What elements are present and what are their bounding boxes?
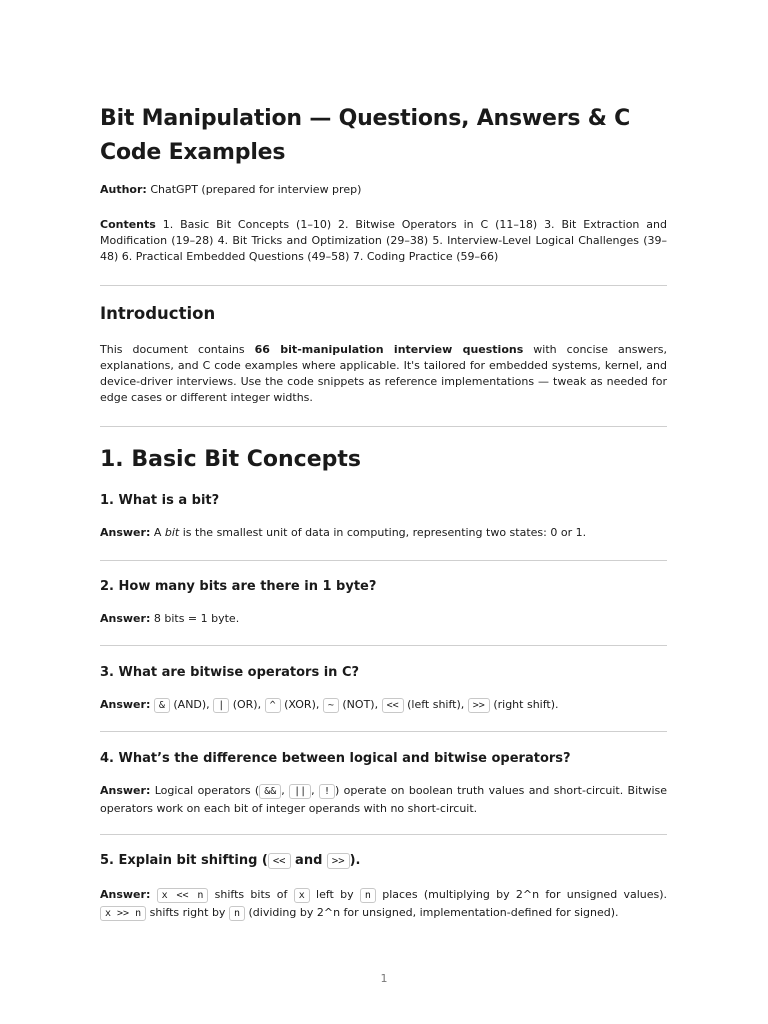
question-3-answer: Answer: & (AND), | (OR), ^ (XOR), ~ (NOT), << (left shift), >> (right shift). [100,698,559,711]
question-1-answer: Answer: A bit is the smallest unit of data in computing, representing two states: 0 or 1. [100,526,587,539]
code-logical-not-operator: ! [319,784,335,799]
code-left-shift-operator: << [382,698,404,713]
question-2-heading: 2. How many bits are there in 1 byte? [100,579,377,594]
question-3-heading: 3. What are bitwise operators in C? [100,665,360,680]
divider [100,560,667,561]
divider [100,731,667,732]
code-not-operator: ~ [323,698,339,713]
divider [100,834,667,835]
code-left-shift-operator: << [268,853,291,869]
code-logical-or-operator: || [289,784,311,799]
code-variable-n: n [360,888,376,903]
page-number: 1 [380,972,388,985]
introduction-heading: Introduction [100,304,216,323]
question-4-answer: Answer: Logical operators ( && , || , ! ) operate on boolean truth values and short-circuit. Bitwise operators work on each bit of integer operands with no short-circuit. [100,784,668,815]
code-xor-operator: ^ [265,698,281,713]
question-5-heading: 5. Explain bit shifting ( << and >> ). [100,853,361,868]
code-right-shift-expression: x >> n [100,906,146,921]
divider [100,645,667,646]
code-and-operator: & [154,698,170,713]
document-title: Bit Manipulation — Questions, Answers & C Code Examples [100,106,631,165]
answer-label: Answer: [100,526,151,539]
divider [100,426,667,427]
divider [100,285,667,286]
code-logical-and-operator: && [259,784,281,799]
answer-label: Answer: [100,888,151,901]
author-value: ChatGPT (prepared for interview prep) [150,183,362,196]
answer-label: Answer: [100,698,151,711]
section-heading-basic-bit-concepts: 1. Basic Bit Concepts [100,447,362,472]
code-or-operator: | [213,698,229,713]
question-5-answer: Answer: x << n shifts bits of x left by n places (multiplying by 2^n for unsigned values). x >> n shifts right by n (dividing by 2^n for unsigned, implementation-defined for signed). [100,888,668,919]
code-left-shift-expression: x << n [157,888,209,903]
question-2-answer: Answer: 8 bits = 1 byte. [100,612,240,625]
contents-label: Contents [100,218,156,231]
introduction-paragraph: This document contains 66 bit-manipulation interview questions with concise answers, explanations, and C code examples where applicable. It's tailored for embedded systems, kernel, and device-driver interviews. Use the code snippets as reference implementations — tweak as needed for edge cases or different integer widths. [100,343,668,404]
contents-paragraph [100,217,667,265]
contents-text: 1. Basic Bit Concepts (1–10) 2. Bitwise Operators in C (11–18) 3. Bit Extraction and Modification (19–28) 4. Bit Tricks and Optimization (29–38) 5. Interview-Level Logical Challenges (39–48) 6. Practical Embedded Questions (49–58) 7. Coding Practice (59–66) [100,218,667,263]
question-1-heading: 1. What is a bit? [100,493,220,508]
answer-label: Answer: [100,784,151,797]
question-count-emphasis: 66 bit-manipulation interview questions [254,343,524,356]
code-variable-n: n [229,906,245,921]
code-right-shift-operator: >> [468,698,490,713]
author-line [100,182,667,198]
code-right-shift-operator: >> [327,853,350,869]
code-variable-x: x [294,888,310,903]
question-4-heading: 4. What’s the difference between logical and bitwise operators? [100,751,571,766]
author-label: Author: [100,183,147,196]
answer-label: Answer: [100,612,151,625]
